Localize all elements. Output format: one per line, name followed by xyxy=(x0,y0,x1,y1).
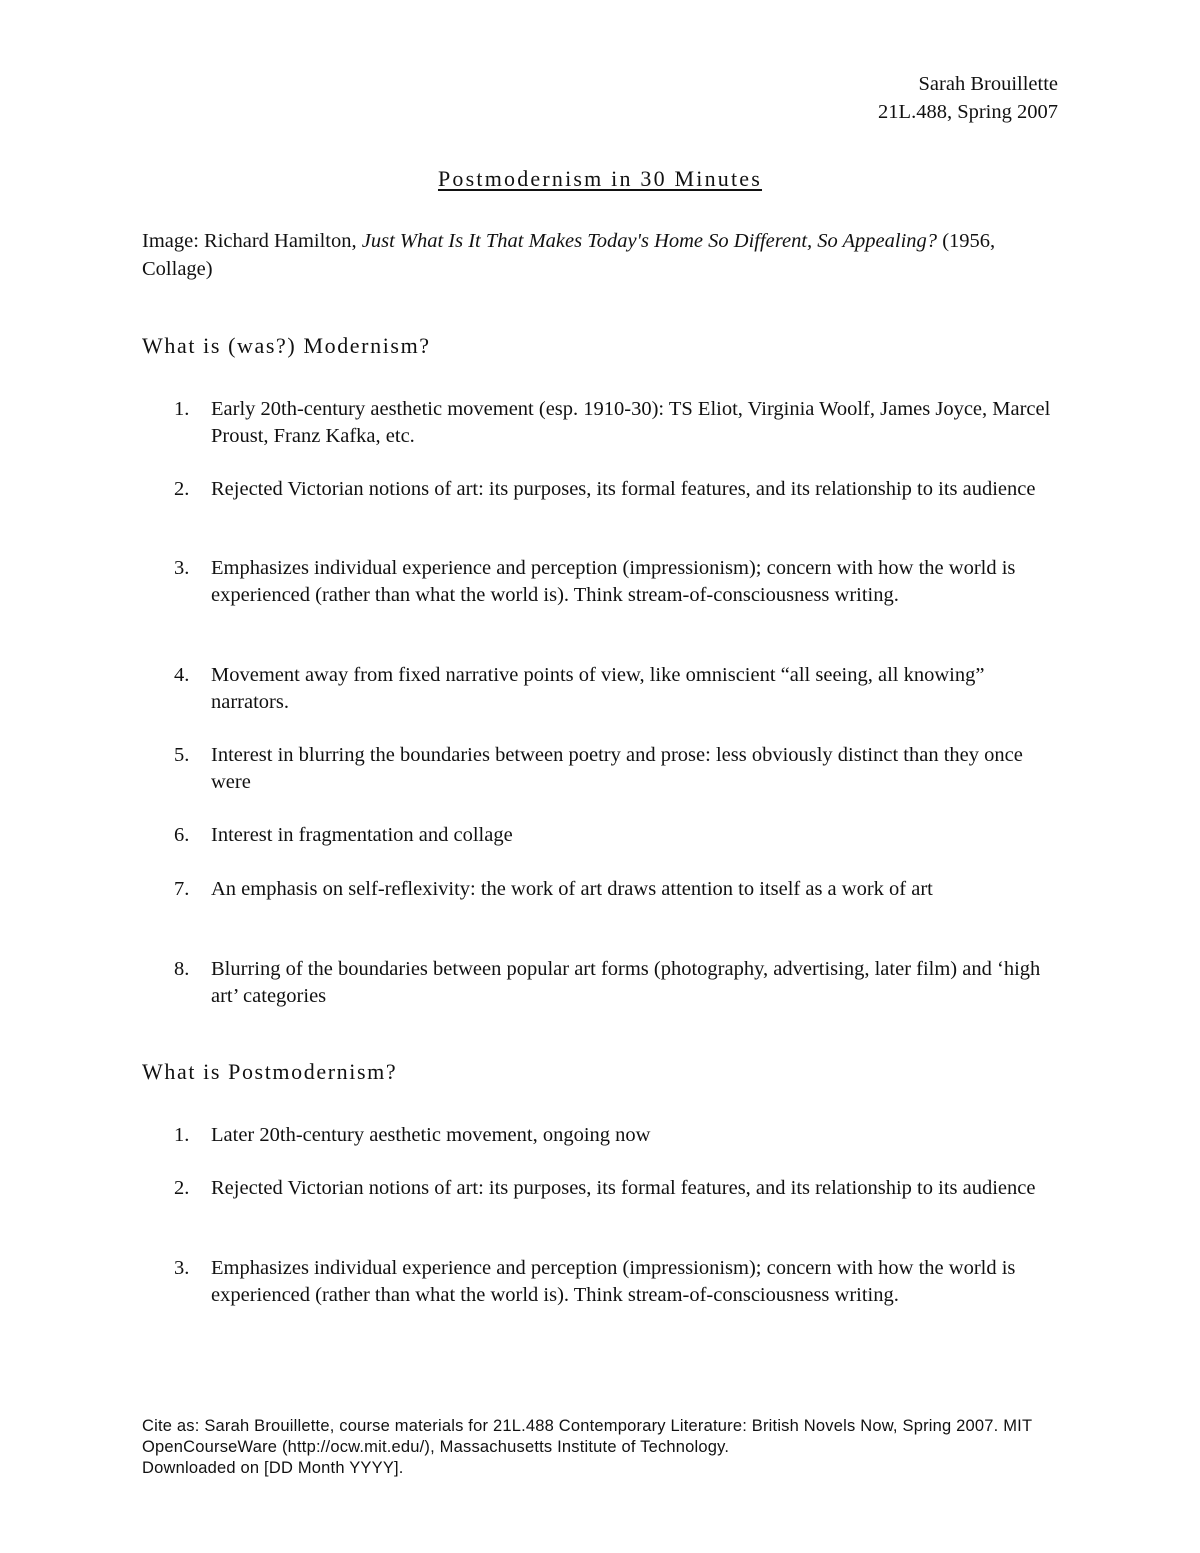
modernism-heading: What is (was?) Modernism? xyxy=(142,333,431,358)
list-item-number: 8. xyxy=(174,958,190,980)
modernism-list xyxy=(142,822,1057,849)
modernism-list xyxy=(142,876,1057,903)
list-item-text: Emphasizes individual experience and perception (impressionism); concern with how the world is experienced (rather than what the world is). Think stream-of-consciousness writing. xyxy=(211,1257,1016,1306)
list-item xyxy=(142,396,1057,449)
list-item xyxy=(142,1255,1057,1308)
author-name: Sarah Brouillette xyxy=(918,73,1058,95)
modernism-list xyxy=(142,396,1057,449)
list-item-number: 5. xyxy=(174,744,190,766)
citation-text: Cite as: Sarah Brouillette, course materials for 21L.488 Contemporary Literature: British Novels Now, Spring 2007. MIT OpenCourseWare (http://ocw.mit.edu/), Massachusetts Institute of Technology. xyxy=(142,1417,1032,1456)
list-item xyxy=(142,555,1057,608)
postmodernism-list xyxy=(142,1122,1057,1149)
document-title-text: Postmodernism in 30 Minutes xyxy=(437,166,763,191)
list-item-text: Early 20th-century aesthetic movement (esp. 1910-30): TS Eliot, Virginia Woolf, James Joyce, Marcel Proust, Franz Kafka, etc. xyxy=(211,398,1051,447)
list-item-number: 1. xyxy=(174,398,190,420)
modernism-list xyxy=(142,662,1057,715)
document-header xyxy=(878,70,1058,126)
download-date-text: Downloaded on [DD Month YYYY]. xyxy=(142,1459,404,1477)
image-credit-suffix: (1956, Collage) xyxy=(142,230,996,280)
list-item-text: Blurring of the boundaries between popular art forms (photography, advertising, later film) and ‘high art’ categories xyxy=(211,958,1041,1007)
course-info: 21L.488, Spring 2007 xyxy=(878,101,1058,123)
list-item-text: Movement away from fixed narrative points of view, like omniscient “all seeing, all knowing” narrators. xyxy=(211,664,985,713)
postmodernism-list xyxy=(142,1175,1057,1202)
list-item-number: 7. xyxy=(174,878,190,900)
list-item-text: Interest in fragmentation and collage xyxy=(211,824,513,846)
list-item xyxy=(142,876,1057,903)
list-item-number: 3. xyxy=(174,557,190,579)
list-item-number: 4. xyxy=(174,664,190,686)
list-item xyxy=(142,662,1057,715)
list-item-text: Later 20th-century aesthetic movement, ongoing now xyxy=(211,1124,651,1146)
modernism-list xyxy=(142,476,1057,503)
modernism-list xyxy=(142,956,1057,1009)
list-item xyxy=(142,476,1057,503)
list-item-text: Rejected Victorian notions of art: its purposes, its formal features, and its relationship to its audience xyxy=(211,478,1036,500)
list-item-number: 2. xyxy=(174,1177,190,1199)
list-item-number: 3. xyxy=(174,1257,190,1279)
list-item-text: Interest in blurring the boundaries between poetry and prose: less obviously distinct than they once were xyxy=(211,744,1023,793)
list-item-number: 6. xyxy=(174,824,190,846)
list-item xyxy=(142,1122,1057,1149)
list-item-number: 1. xyxy=(174,1124,190,1146)
list-item xyxy=(142,956,1057,1009)
list-item xyxy=(142,742,1057,795)
postmodernism-list xyxy=(142,1255,1057,1308)
image-credit-prefix: Image: Richard Hamilton, xyxy=(142,230,362,252)
list-item-number: 2. xyxy=(174,478,190,500)
list-item-text: Emphasizes individual experience and perception (impressionism); concern with how the world is experienced (rather than what the world is). Think stream-of-consciousness writing. xyxy=(211,557,1016,606)
list-item xyxy=(142,1175,1057,1202)
citation-footer xyxy=(142,1416,1122,1479)
list-item xyxy=(142,822,1057,849)
postmodernism-heading: What is Postmodernism? xyxy=(142,1059,398,1084)
list-item-text: An emphasis on self-reflexivity: the work of art draws attention to itself as a work of art xyxy=(211,878,933,900)
modernism-list xyxy=(142,555,1057,608)
image-credit xyxy=(142,227,1057,283)
list-item-text: Rejected Victorian notions of art: its purposes, its formal features, and its relationship to its audience xyxy=(211,1177,1036,1199)
image-work-title: Just What Is It That Makes Today's Home So Different, So Appealing? xyxy=(361,230,938,252)
document-title xyxy=(0,166,1200,192)
modernism-list xyxy=(142,742,1057,795)
